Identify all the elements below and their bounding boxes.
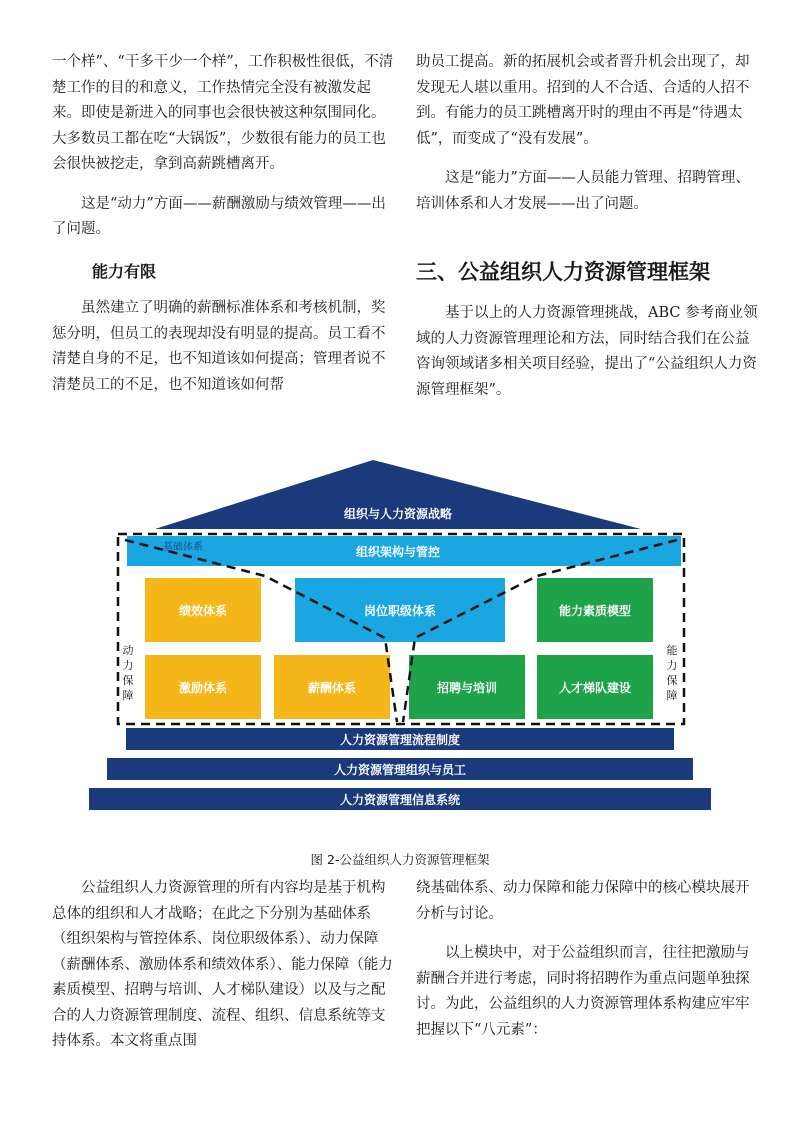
paragraph: 虽然建立了明确的薪酬标准体系和考核机制，奖惩分明，但员工的表现却没有明显的提高。员工看不清楚自身的不足，也不知道该如何提高；管理者说不清楚员工的不足，也不知道该如何帮: [52, 300, 386, 393]
base-label: 基础体系: [163, 542, 203, 553]
paragraph: 这是“能力”方面——人员能力管理、招聘管理、培训体系和人才发展——出了问题。: [416, 170, 750, 212]
top-right-column: [416, 50, 761, 403]
section-title: 三、公益组织人力资源管理框架: [416, 260, 710, 284]
paragraph: 助员工提高。新的拓展机会或者晋升机会出现了，却发现无人堪以重用。招到的人不合适、合适的人招不到。有能力的员工跳槽离开时的理由不再是“待遇太低”，而变成了“没有发展”。: [416, 54, 750, 147]
top-left-column: [52, 50, 394, 398]
paragraph: 以上模块中，对于公益组织而言，往往把激励与薪酬合并进行考虑，同时将招聘作为重点问题单独探讨。为此，公益组织的人力资源管理体系构建应牢牢把握以下“八元素”：: [416, 945, 750, 1038]
support-bar-process-label: 人力资源管理流程制度: [339, 733, 461, 747]
hr-framework-diagram: [85, 458, 715, 818]
paragraph: 一个样”、“干多干少一个样”，工作积极性很低，不清楚工作的目的和意义，工作热情完全没有被激发起来。即使是新进入的同事也会很快被这种氛围同化。大多数员工都在吃“大锅饭”，少数很有能力的员工也会很快被挖走，拿到高薪跳槽离开。: [52, 54, 394, 172]
green-box-competency-label: 能力素质模型: [558, 604, 632, 618]
roof-label: 组织与人力资源战略: [343, 507, 453, 521]
green-box-talent-label: 人才梯队建设: [558, 681, 632, 695]
support-bar-org-label: 人力资源管理组织与员工: [333, 763, 467, 777]
bottom-right-column: [416, 876, 761, 1043]
yellow-box-salary-label: 薪酬体系: [307, 681, 357, 695]
bottom-left-column: [52, 876, 394, 1055]
left-side-label: 动力保障: [122, 644, 134, 702]
green-box-recruitment-label: 招聘与培训: [436, 681, 498, 695]
figure-caption: 图 2-公益组织人力资源管理框架: [310, 852, 490, 867]
paragraph: 基于以上的人力资源管理挑战，ABC 参考商业领域的人力资源管理理论和方法，同时结合我们在公益咨询领域诸多相关项目经验，提出了“公益组织人力资源管理框架”。: [416, 305, 758, 398]
paragraph: 公益组织人力资源管理的所有内容均是基于机构总体的组织和人才战略；在此之下分别为基础体系（组织架构与管控体系、岗位职级体系）、动力保障（薪酬体系、激励体系和绩效体系）、能力保障（能力素质模型、招聘与培训、人才梯队建设）以及与之配合的人力资源管理制度、流程、组织、信息系统等支持体系。本文将重点围: [52, 880, 393, 1049]
center-box-label: 岗位职级体系: [363, 604, 437, 618]
paragraph: 绕基础体系、动力保障和能力保障中的核心模块展开分析与讨论。: [416, 880, 750, 922]
support-bar-info-label: 人力资源管理信息系统: [339, 793, 461, 807]
paragraph: 这是“动力”方面——薪酬激励与绩效管理——出了问题。: [52, 195, 386, 237]
right-side-label: 能力保障: [666, 644, 678, 702]
subheading: 能力有限: [92, 261, 157, 281]
yellow-box-performance-label: 绩效体系: [178, 604, 228, 618]
yellow-box-incentive-label: 激励体系: [178, 681, 228, 695]
base-bar-label: 组织架构与管控: [355, 545, 441, 559]
